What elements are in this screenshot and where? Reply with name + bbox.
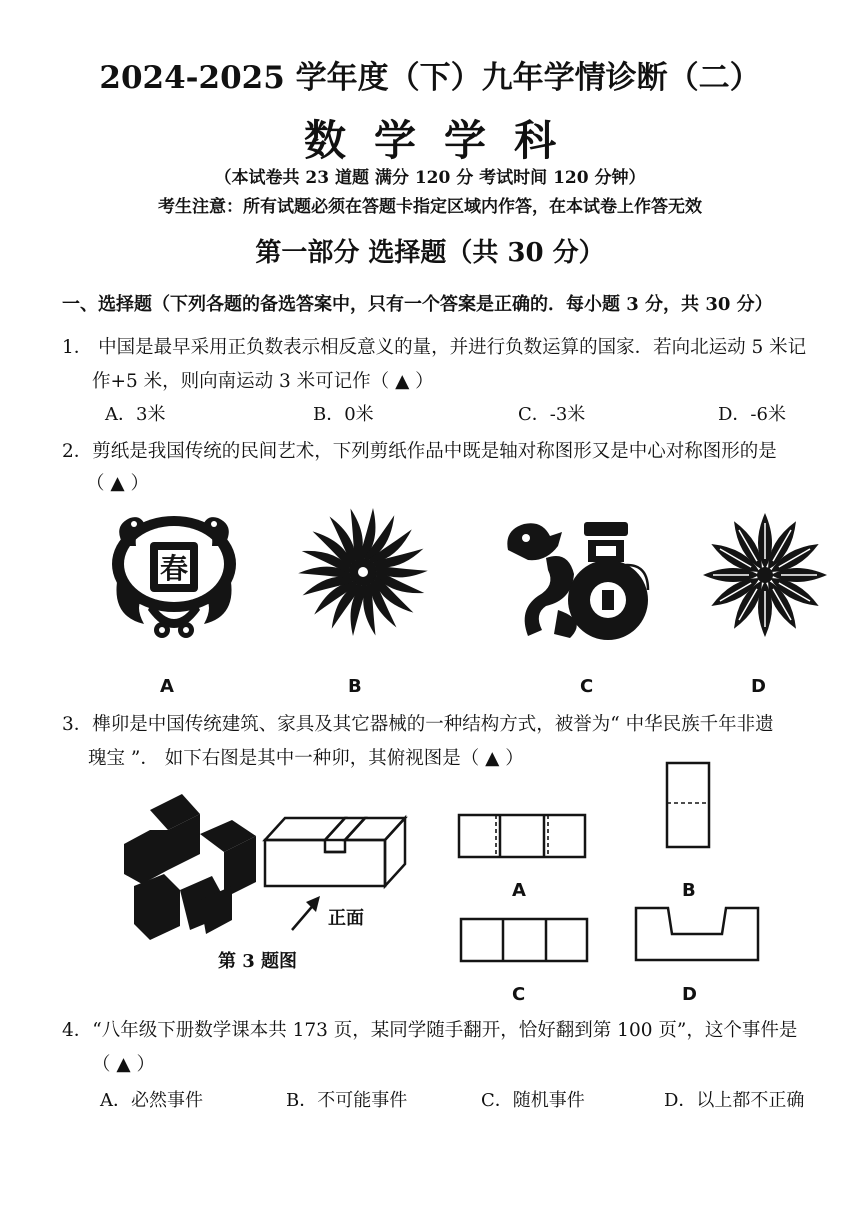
question-4-option-b: B．不可能事件	[286, 1090, 408, 1111]
question-2-label-d: D	[751, 676, 766, 697]
sun-spiral-papercut-icon	[293, 502, 433, 642]
question-3-label-b: B	[682, 880, 696, 901]
view-option-d-icon	[634, 906, 762, 964]
question-1-option-d: D．-6米	[718, 404, 786, 425]
question-2-label-a: A	[160, 676, 174, 697]
question-2-line-2: （ ▲ ）	[86, 473, 149, 494]
question-4-option-c: C．随机事件	[481, 1090, 585, 1111]
question-3-label-c: C	[512, 984, 526, 1005]
question-2-line-1: 2．剪纸是我国传统的民间艺术，下列剪纸作品中既是轴对称图形又是中心对称图形的是	[62, 441, 777, 462]
question-1-option-b: B．0米	[313, 404, 374, 425]
question-2-label-b: B	[348, 676, 362, 697]
question-1-option-c: C．-3米	[518, 404, 586, 425]
mortise-block-icon	[265, 818, 405, 886]
question-3-caption: 第 3 题图	[218, 951, 298, 972]
question-3-line-2: 瑰宝 ”． 如下右图是其中一种卯，其俯视图是（ ▲ ）	[88, 748, 524, 769]
view-option-a-icon	[458, 814, 588, 860]
section-heading: 一、选择题（下列各题的备选答案中，只有一个答案是正确的．每小题 3 分，共 30 分）	[62, 294, 773, 315]
question-4-option-d: D．以上都不正确	[664, 1090, 805, 1111]
front-view-label: 正面	[328, 908, 364, 929]
flower-papercut-icon	[700, 510, 830, 640]
front-view-arrow-icon	[292, 896, 320, 930]
question-2-label-c: C	[580, 676, 594, 697]
question-1-line-1: 1． 中国是最早采用正负数表示相反意义的量，并进行负数运算的国家．若向北运动 5 米记	[62, 337, 807, 358]
dragon-papercut-icon	[498, 510, 658, 645]
view-option-b-icon	[666, 762, 712, 850]
question-3-label-a: A	[512, 880, 526, 901]
question-4-option-a: A．必然事件	[100, 1090, 203, 1111]
question-1-line-2: 作+5 米，则向南运动 3 米可记作（ ▲ ）	[92, 371, 434, 392]
question-3-line-1: 3．榫卯是中国传统建筑、家具及其它器械的一种结构方式，被誉为“ 中华民族千年非遗	[62, 714, 774, 735]
question-3-label-d: D	[682, 984, 697, 1005]
exam-title: 2024-2025 学年度（下）九年学情诊断（二）	[99, 60, 761, 96]
view-option-c-icon	[460, 918, 590, 964]
exam-info: （本试卷共 23 道题 满分 120 分 考试时间 120 分钟）	[214, 168, 646, 188]
subject-title: 数学学科	[303, 116, 584, 165]
question-4-line-2: （ ▲ ）	[92, 1054, 155, 1075]
mortise-puzzle-icon	[124, 794, 256, 940]
question-3-figure	[120, 790, 440, 950]
question-4-line-1: 4．“八年级下册数学课本共 173 页，某同学随手翻开，恰好翻到第 100 页”，这个事件是	[62, 1020, 798, 1041]
exam-notice: 考生注意：所有试题必须在答题卡指定区域内作答，在本试卷上作答无效	[158, 197, 702, 217]
part-heading: 第一部分 选择题（共 30 分）	[255, 238, 605, 268]
question-1-option-a: A．3米	[105, 404, 166, 425]
svg-text:春: 春	[159, 552, 189, 585]
chun-papercut-icon	[104, 506, 244, 646]
